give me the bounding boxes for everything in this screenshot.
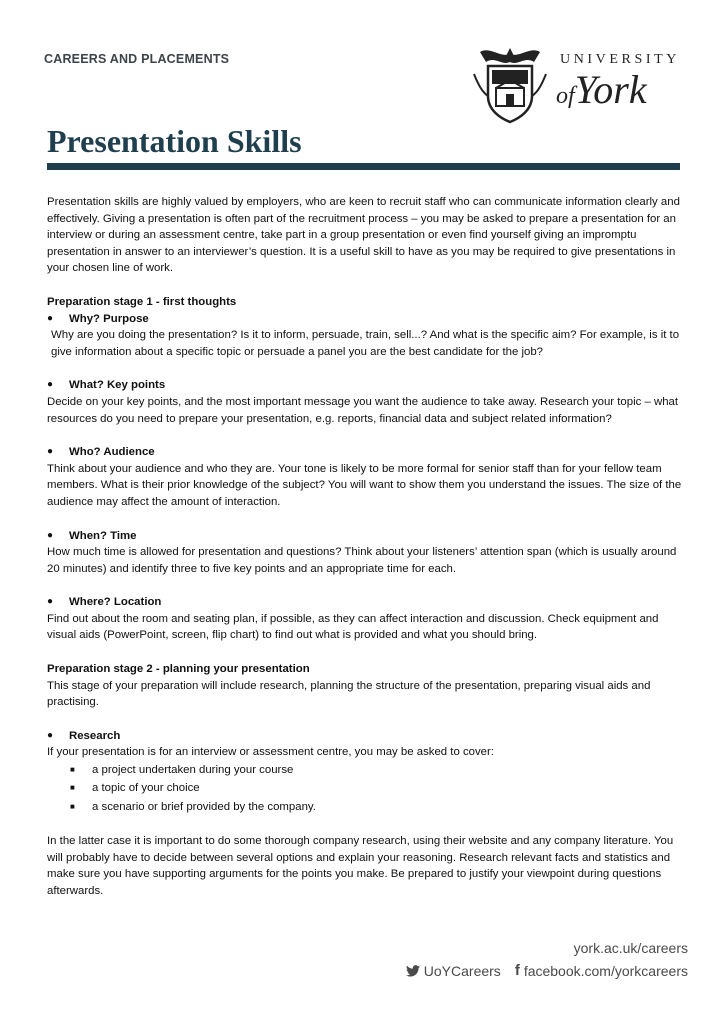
stage2-intro: This stage of your preparation will include research, planning the structure of the presentation, preparing visual aids and practising. xyxy=(47,679,651,709)
york-wordmark-of: of xyxy=(556,83,575,109)
research-label: Research xyxy=(69,729,121,742)
facebook-url: facebook.com/yorkcareers xyxy=(523,962,688,979)
when-label: When? Time xyxy=(69,529,137,542)
title-divider xyxy=(47,163,680,170)
university-crest-logo xyxy=(470,44,550,126)
when-text: How much time is allowed for presentation and questions? Think about your listeners’ attention span (which is usually around 20 minutes) and identify three to five key points and an appropriate time for each. xyxy=(47,546,677,575)
when-bullet xyxy=(47,528,683,545)
bullet-icon: ● xyxy=(47,529,54,541)
bullet-icon: ● xyxy=(47,312,54,324)
closing-paragraph: In the latter case it is important to do some thorough company research, using their website and any company literature. You will probably have to decide between several options and explain your reasoning. Research relevant facts and statistics and make sure you have supporting arguments for the points you make. Be prepared to justify your viewpoint during questions afterwards. xyxy=(47,834,674,897)
where-bullet xyxy=(47,594,683,611)
why-label: Why? Purpose xyxy=(69,312,149,325)
document-body xyxy=(47,194,683,899)
research-topics-list xyxy=(47,761,683,816)
bullet-icon: ● xyxy=(47,446,54,458)
research-bullet xyxy=(47,728,683,745)
intro-paragraph: Presentation skills are highly valued by employers, who are keen to recruit staff who can communicate information clearly and effectively. Giving a presentation is often part of the recruitment process – you may be asked to prepare a presentation for an interview or during an assessment centre, take part in a group presentation or even find yourself giving an impromptu presentation in answer to an interviewer’s question. It is a useful skill to have as you may be required to give presentations in your chosen line of work. xyxy=(47,196,680,275)
where-label: Where? Location xyxy=(69,596,162,609)
stage1-heading: Preparation stage 1 - first thoughts xyxy=(47,295,237,308)
square-bullet-icon: ■ xyxy=(70,765,75,775)
list-item: ■ a topic of your choice xyxy=(47,779,683,797)
who-text: Think about your audience and who they are. Your tone is likely to be more formal for senior staff than for your fellow team members. What is their prior knowledge of the subject? You will want to show them you understand the issues. The size of the audience may affect the amount of interaction. xyxy=(47,462,682,508)
bullet-icon: ● xyxy=(47,379,54,391)
list-item: ■ a scenario or brief provided by the company. xyxy=(47,798,683,816)
twitter-icon xyxy=(406,965,420,977)
what-label: What? Key points xyxy=(69,379,166,392)
why-text: Why are you doing the presentation? Is it to inform, persuade, train, sell...? And what is the specific aim? For example, is it to give information about a specific topic or persuade a panel you are the best candidate for the job? xyxy=(51,329,680,358)
department-label: CAREERS AND PLACEMENTS xyxy=(44,52,230,66)
york-wordmark-name: York xyxy=(574,67,647,112)
university-wordmark: UNIVERSITY xyxy=(560,52,680,67)
square-bullet-icon: ■ xyxy=(70,783,75,793)
who-bullet xyxy=(47,444,683,461)
facebook-link[interactable] xyxy=(515,962,688,979)
twitter-handle: UoYCareers xyxy=(423,962,501,979)
stage2-heading: Preparation stage 2 - planning your presentation xyxy=(47,663,310,676)
page-title: Presentation Skills xyxy=(47,123,302,159)
what-bullet xyxy=(47,377,683,394)
social-links xyxy=(406,962,688,979)
twitter-link[interactable] xyxy=(406,962,501,979)
research-text: If your presentation is for an interview or assessment centre, you may be asked to cover: xyxy=(47,746,494,759)
square-bullet-icon: ■ xyxy=(70,801,75,811)
york-wordmark xyxy=(556,68,647,118)
facebook-icon: f xyxy=(514,962,520,979)
where-text: Find out about the room and seating plan, if possible, as they can affect interaction and discussion. Check equipment and visual aids (PowerPoint, screen, flip chart) to find out what is provided and what you should bring. xyxy=(47,612,659,642)
what-text: Decide on your key points, and the most important message you want the audience to take away. Research your topic – what resources do you need to prepare your presentation, e.g. reports, financial data and subject related information? xyxy=(47,395,679,425)
footer xyxy=(406,940,688,979)
bullet-icon: ● xyxy=(47,729,54,741)
why-bullet xyxy=(47,311,683,328)
who-label: Who? Audience xyxy=(69,446,155,459)
list-item: ■ a project undertaken during your course xyxy=(47,761,683,779)
careers-website-link[interactable]: york.ac.uk/careers xyxy=(573,940,688,956)
bullet-icon: ● xyxy=(47,596,54,608)
